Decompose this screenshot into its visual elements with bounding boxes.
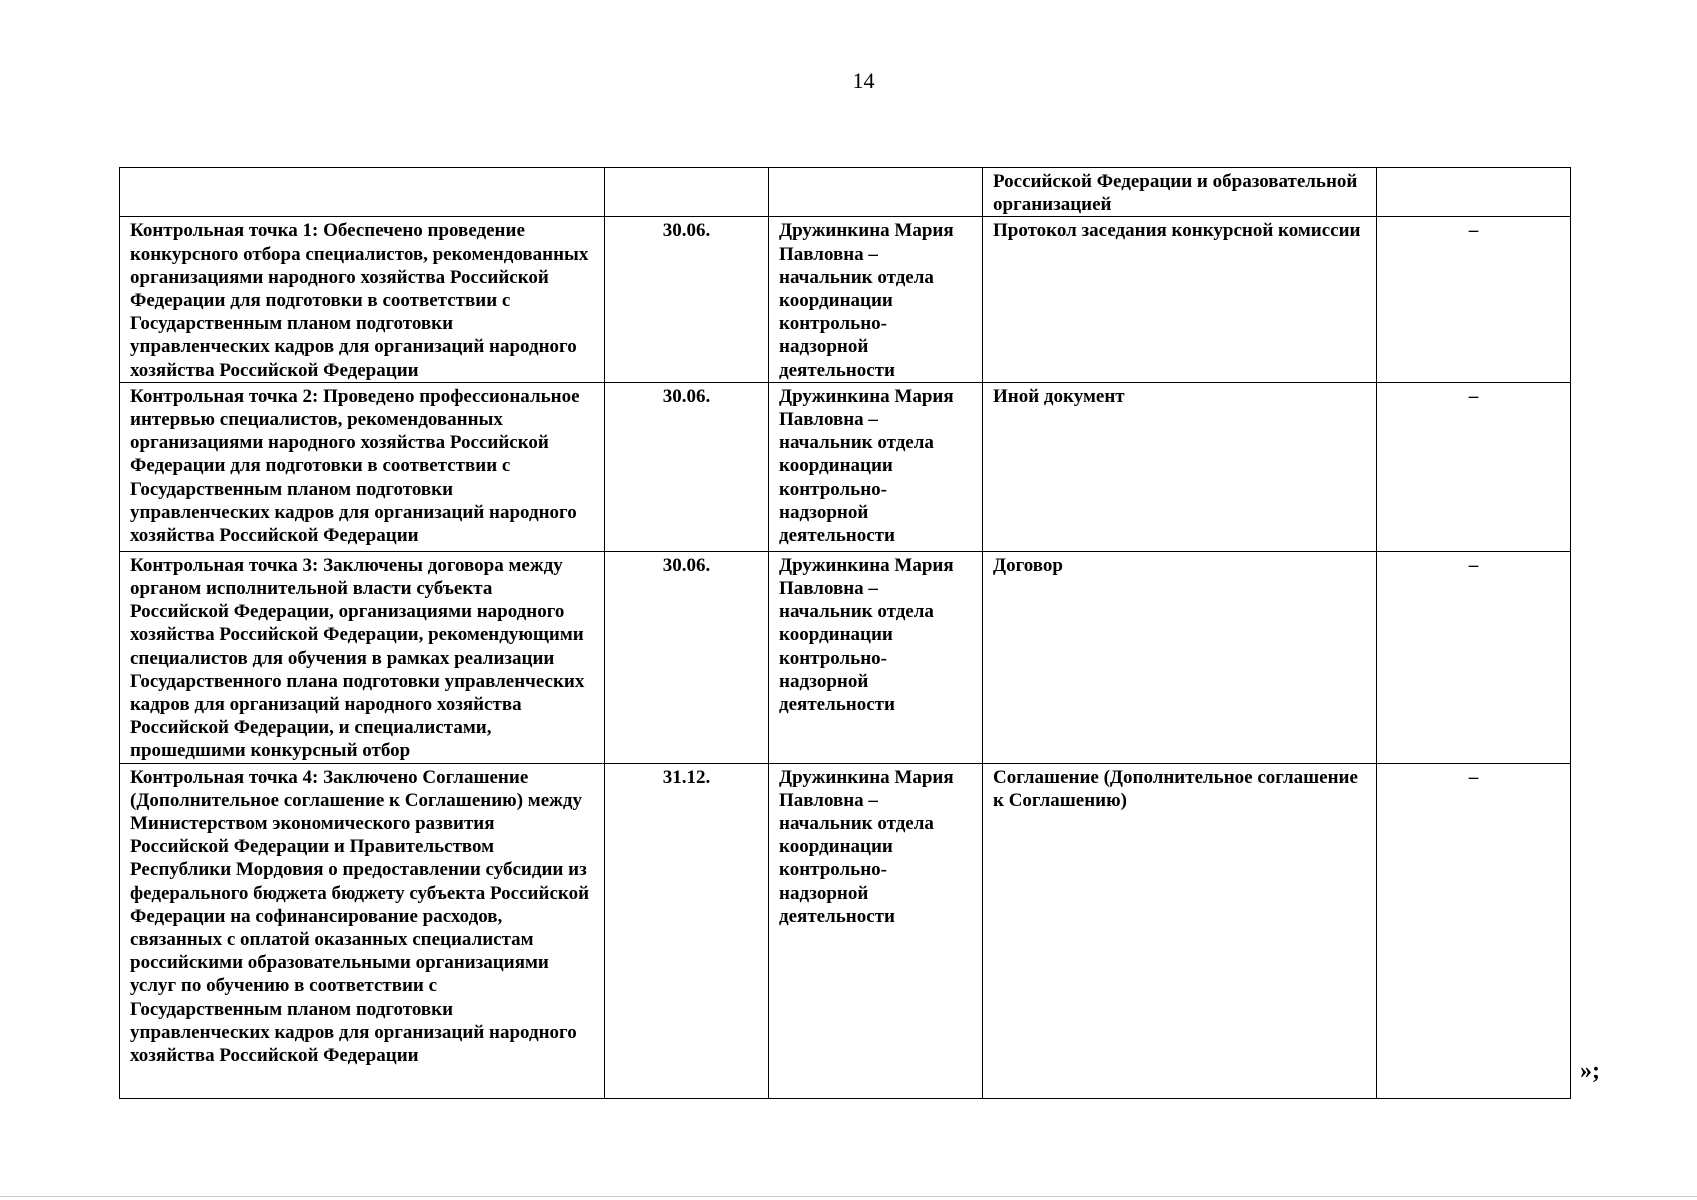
task-cell: Контрольная точка 2: Проведено профессиональное интервью специалистов, рекомендованных организациями народного хозяйства Российской Федерации для подготовки в соответствии с Государственным планом подготовки управленческих кадров для организаций народного хозяйства Российской Федерации (120, 382, 605, 551)
task-cell: Контрольная точка 4: Заключено Соглашение (Дополнительное соглашение к Соглашению) между Министерством экономического развития Российской Федерации и Правительством Республики Мордовия о предоставлении субсидии из федерального бюджета бюджету субъекта Российской Федерации на софинансирование расходов, связанных с оплатой оказанных специалистам российскими образовательными организациями услуг по обучению в соответствии с Государственным планом подготовки управленческих кадров для организаций народного хозяйства Российской Федерации (120, 763, 605, 1098)
responsible-cell: Дружинкина Мария Павловна – начальник отдела координации контрольно-надзорной деятельности (769, 551, 983, 763)
table-row (120, 763, 1571, 1098)
responsible-cell: Дружинкина Мария Павловна – начальник отдела координации контрольно-надзорной деятельности (769, 382, 983, 551)
responsible-cell: Дружинкина Мария Павловна – начальник отдела координации контрольно-надзорной деятельности (769, 763, 983, 1098)
status-cell (1377, 168, 1571, 217)
table-row (120, 217, 1571, 382)
closing-quote: »; (1580, 1058, 1600, 1084)
responsible-cell (769, 168, 983, 217)
task-cell (120, 168, 605, 217)
scan-edge-line (0, 1196, 1697, 1197)
status-cell: – (1377, 763, 1571, 1098)
page-number: 14 (852, 68, 875, 93)
table-row (120, 551, 1571, 763)
date-cell: 31.12. (605, 763, 769, 1098)
document-cell: Протокол заседания конкурсной комиссии (983, 217, 1377, 382)
date-cell: 30.06. (605, 551, 769, 763)
document-cell: Соглашение (Дополнительное соглашение к Соглашению) (983, 763, 1377, 1098)
table-row (120, 382, 1571, 551)
status-cell: – (1377, 551, 1571, 763)
status-cell: – (1377, 382, 1571, 551)
control-points-table (119, 167, 1571, 1099)
status-cell: – (1377, 217, 1571, 382)
task-cell: Контрольная точка 1: Обеспечено проведение конкурсного отбора специалистов, рекомендованных организациями народного хозяйства Российской Федерации для подготовки в соответствии с Государственным планом подготовки управленческих кадров для организаций народного хозяйства Российской Федерации (120, 217, 605, 382)
table-continuation-row (120, 168, 1571, 217)
date-cell: 30.06. (605, 217, 769, 382)
date-cell (605, 168, 769, 217)
document-cell: Иной документ (983, 382, 1377, 551)
task-cell: Контрольная точка 3: Заключены договора между органом исполнительной власти субъекта Российской Федерации, организациями народного хозяйства Российской Федерации, рекомендующими специалистов для обучения в рамках реализации Государственного плана подготовки управленческих кадров для организаций народного хозяйства Российской Федерации, и специалистами, прошедшими конкурсный отбор (120, 551, 605, 763)
document-cell: Российской Федерации и образовательной организацией (983, 168, 1377, 217)
responsible-cell: Дружинкина Мария Павловна – начальник отдела координации контрольно-надзорной деятельности (769, 217, 983, 382)
document-cell: Договор (983, 551, 1377, 763)
date-cell: 30.06. (605, 382, 769, 551)
